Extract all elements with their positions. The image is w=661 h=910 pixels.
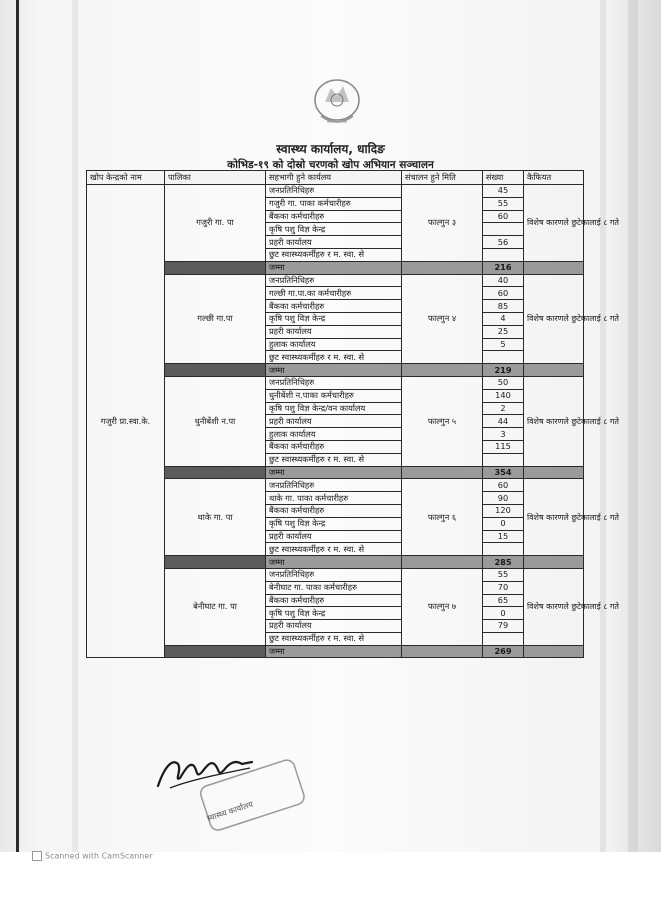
count-cell: 55 [483,568,524,581]
scan-streak [628,0,638,860]
total-label: जम्मा [266,261,402,274]
office-cell: कृषि पशु विज्ञ केन्द्र [266,607,402,620]
scanner-watermark [32,851,153,861]
office-cell: छुट स्वास्थ्यकर्मीहरु र म. स्वा. से [266,543,402,556]
total-row-shade [524,364,584,377]
count-cell [483,632,524,645]
count-cell: 3 [483,428,524,441]
count-cell: 140 [483,389,524,402]
office-cell: जनप्रतिनिधिहरु [266,568,402,581]
total-row-shade [402,364,483,377]
remark-cell: विशेष कारणले छुटेकालाई ८ गते [524,185,584,262]
count-cell: 25 [483,325,524,338]
count-cell: 60 [483,210,524,223]
count-cell: 60 [483,287,524,300]
vaccination-schedule-table [86,170,619,658]
total-row-shade [524,645,584,658]
count-cell: 55 [483,197,524,210]
date-cell: फाल्गुन ४ [402,274,483,364]
total-value: 285 [483,556,524,569]
office-cell: बैंकका कर्मचारीहरु [266,300,402,313]
count-cell: 60 [483,479,524,492]
column-header: पालिका [165,171,266,185]
office-cell: बैंकका कर्मचारीहरु [266,504,402,517]
count-cell: 120 [483,504,524,517]
total-row-shade [402,556,483,569]
count-cell: 0 [483,517,524,530]
date-cell: फाल्गुन ५ [402,376,483,466]
table-header-row [87,171,584,185]
total-value: 219 [483,364,524,377]
office-cell: बैंकका कर्मचारीहरु [266,210,402,223]
count-cell: 45 [483,185,524,198]
total-value: 354 [483,466,524,479]
date-cell: फाल्गुन ६ [402,479,483,556]
column-header: संचालन हुने मिति [402,171,483,185]
count-cell [483,248,524,261]
total-value: 269 [483,645,524,658]
office-cell: छुट स्वास्थ्यकर्मीहरु र म. स्वा. से [266,351,402,364]
count-cell: 56 [483,236,524,249]
total-row-shade [524,261,584,274]
total-row-shade [165,364,266,377]
total-row-shade [165,645,266,658]
count-cell [483,453,524,466]
total-row-shade [524,556,584,569]
count-cell: 2 [483,402,524,415]
column-header: सहभागी हुने कार्यलय [266,171,402,185]
palika-cell: बेनीघाट गा. पा [165,568,266,645]
total-label: जम्मा [266,556,402,569]
total-label: जम्मा [266,645,402,658]
office-cell: प्रहरी कार्यालय [266,620,402,633]
office-cell: छुट स्वास्थ्यकर्मीहरु र म. स्वा. से [266,248,402,261]
office-cell: हुलाक कार्यालय [266,338,402,351]
count-cell: 4 [483,312,524,325]
office-cell: कृषि पशु विज्ञ केन्द्र [266,517,402,530]
office-cell: प्रहरी कार्यालय [266,236,402,249]
scan-streak [600,0,606,860]
total-row-shade [402,261,483,274]
office-cell: जनप्रतिनिधिहरु [266,274,402,287]
office-cell: जनप्रतिनिधिहरु [266,185,402,198]
count-cell [483,543,524,556]
total-row-shade [165,261,266,274]
date-cell: फाल्गुन ३ [402,185,483,262]
count-cell: 115 [483,440,524,453]
stamp-text: स्वास्थ्य कार्यालय [205,799,255,824]
office-cell: बैंकका कर्मचारीहरु [266,594,402,607]
office-cell: छुट स्वास्थ्यकर्मीहरु र म. स्वा. से [266,453,402,466]
count-cell [483,351,524,364]
count-cell: 79 [483,620,524,633]
office-cell: कृषि पशु विज्ञ केन्द्र [266,223,402,236]
office-cell: बैंकका कर्मचारीहरु [266,440,402,453]
remark-cell: विशेष कारणले छुटेकालाई ८ गते [524,274,584,364]
count-cell: 85 [483,300,524,313]
office-cell: प्रहरी कार्यालय [266,530,402,543]
paper-edge [16,0,19,870]
count-cell: 5 [483,338,524,351]
count-cell [483,223,524,236]
total-value: 216 [483,261,524,274]
palika-cell: थाके गा. पा [165,479,266,556]
total-row-shade [402,645,483,658]
office-cell: कृषि पशु विज्ञ केन्द्र/वन कार्यालय [266,402,402,415]
count-cell: 15 [483,530,524,543]
count-cell: 44 [483,415,524,428]
total-row-shade [165,556,266,569]
total-label: जम्मा [266,364,402,377]
remark-cell: विशेष कारणले छुटेकालाई ८ गते [524,376,584,466]
column-header: संख्या [483,171,524,185]
total-label: जम्मा [266,466,402,479]
scan-streak [72,0,78,860]
count-cell: 70 [483,581,524,594]
count-cell: 65 [483,594,524,607]
office-cell: जनप्रतिनिधिहरु [266,376,402,389]
table-row [87,185,584,198]
palika-cell: गल्छी गा.पा [165,274,266,364]
count-cell: 0 [483,607,524,620]
palika-cell: गजुरी गा. पा [165,185,266,262]
office-cell: धुनीबेंशी न.पाका कर्मचारीहरु [266,389,402,402]
date-cell: फाल्गुन ७ [402,568,483,645]
office-cell: थाके गा. पाका कर्मचारीहरु [266,492,402,505]
column-header: खोप केन्द्रको नाम [87,171,165,185]
office-cell: गजुरी गा. पाका कर्मचारीहरु [266,197,402,210]
count-cell: 40 [483,274,524,287]
office-title: स्वास्थ्य कार्यालय, धादिङ [276,142,385,156]
vaccine-center-cell: गजुरी प्रा.स्वा.के. [87,185,165,658]
office-cell: प्रहरी कार्यालय [266,415,402,428]
column-header: कैफियत [524,171,584,185]
office-cell: कृषि पशु विज्ञ केन्द्र [266,312,402,325]
government-emblem-icon [305,72,369,134]
total-row-shade [402,466,483,479]
office-cell: छुट स्वास्थ्यकर्मीहरु र म. स्वा. से [266,632,402,645]
office-cell: प्रहरी कार्यालय [266,325,402,338]
remark-cell: विशेष कारणले छुटेकालाई ८ गते [524,479,584,556]
scanner-text: Scanned with CamScanner [45,851,153,861]
count-cell: 90 [483,492,524,505]
office-cell: हुलाक कार्यालय [266,428,402,441]
count-cell: 50 [483,376,524,389]
campaign-subtitle: कोभिड-१९ को दोस्रो चरणको खोप अभियान सञ्चालन [227,159,434,171]
total-row-shade [524,466,584,479]
office-cell: गल्छी गा.पा.का कर्मचारीहरु [266,287,402,300]
office-cell: जनप्रतिनिधिहरु [266,479,402,492]
camscanner-logo-icon [32,851,42,861]
remark-cell: विशेष कारणले छुटेकालाई ८ गते [524,568,584,645]
palika-cell: धुनीबेंशी न.पा [165,376,266,466]
office-cell: बेनीघाट गा. पाका कर्मचारीहरु [266,581,402,594]
total-row-shade [165,466,266,479]
